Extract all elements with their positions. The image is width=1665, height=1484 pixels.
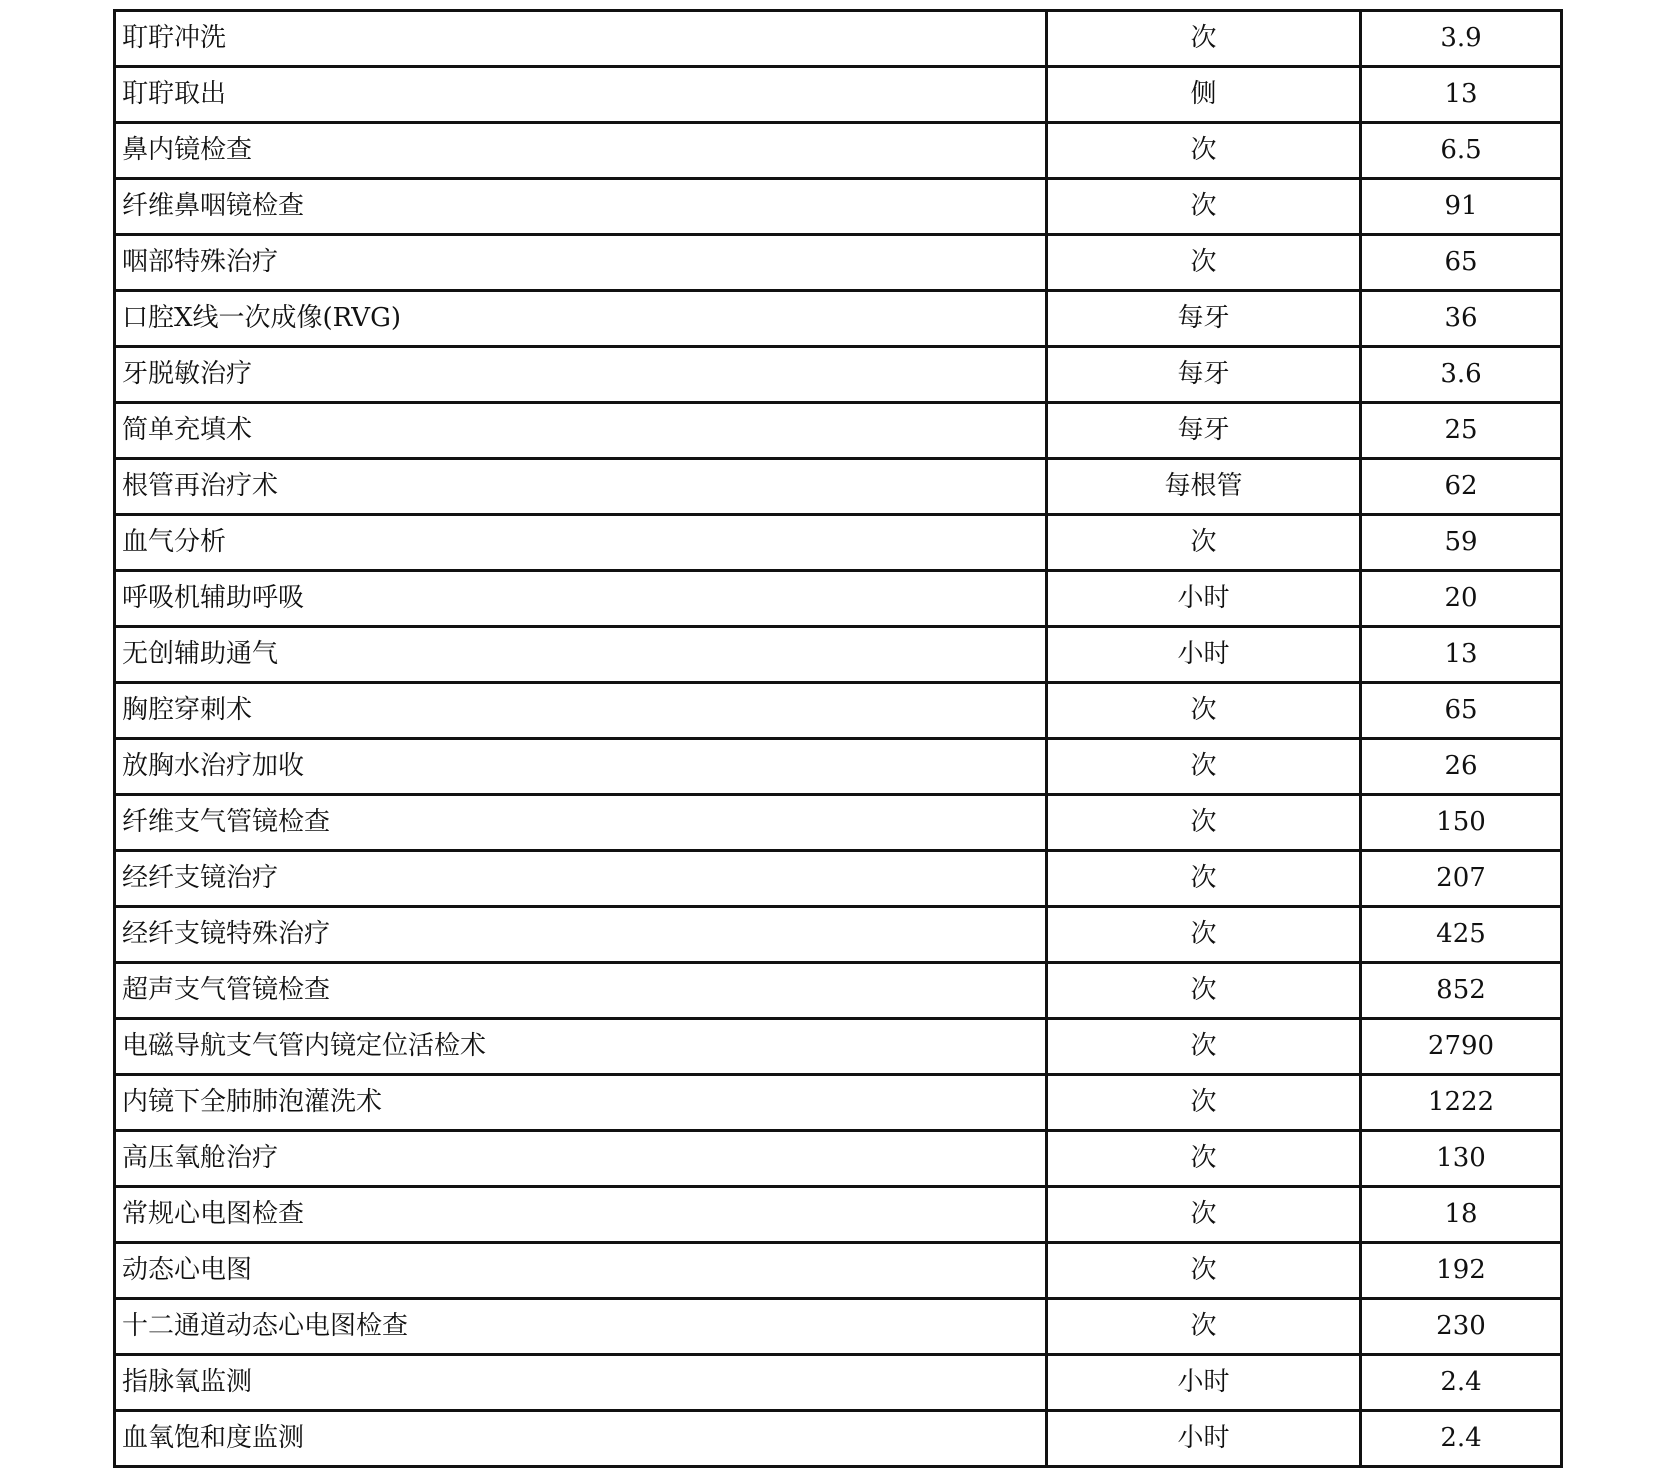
price-cell: 13 [1361, 67, 1562, 123]
item-name-cell: 简单充填术 [115, 403, 1047, 459]
unit-cell: 次 [1047, 851, 1361, 907]
unit-cell: 次 [1047, 1019, 1361, 1075]
price-cell: 150 [1361, 795, 1562, 851]
item-name-cell: 纤维支气管镜检查 [115, 795, 1047, 851]
price-table [113, 9, 1563, 1468]
price-cell: 852 [1361, 963, 1562, 1019]
item-name-cell: 纤维鼻咽镜检查 [115, 179, 1047, 235]
table-row [115, 1243, 1562, 1299]
unit-cell: 次 [1047, 1075, 1361, 1131]
unit-cell: 小时 [1047, 1411, 1361, 1467]
table-row [115, 1299, 1562, 1355]
table-row [115, 1019, 1562, 1075]
table-row [115, 11, 1562, 67]
unit-cell: 小时 [1047, 627, 1361, 683]
item-name-cell: 口腔X线一次成像(RVG) [115, 291, 1047, 347]
price-cell: 62 [1361, 459, 1562, 515]
price-cell: 59 [1361, 515, 1562, 571]
price-cell: 230 [1361, 1299, 1562, 1355]
unit-cell: 小时 [1047, 1355, 1361, 1411]
table-row [115, 403, 1562, 459]
item-name-cell: 电磁导航支气管内镜定位活检术 [115, 1019, 1047, 1075]
unit-cell: 次 [1047, 907, 1361, 963]
item-name-cell: 胸腔穿刺术 [115, 683, 1047, 739]
item-name-cell: 十二通道动态心电图检查 [115, 1299, 1047, 1355]
table-row [115, 1411, 1562, 1467]
unit-cell: 次 [1047, 235, 1361, 291]
item-name-cell: 鼻内镜检查 [115, 123, 1047, 179]
unit-cell: 每牙 [1047, 347, 1361, 403]
price-cell: 36 [1361, 291, 1562, 347]
unit-cell: 次 [1047, 1131, 1361, 1187]
table-row [115, 795, 1562, 851]
unit-cell: 小时 [1047, 571, 1361, 627]
item-name-cell: 血气分析 [115, 515, 1047, 571]
item-name-cell: 血氧饱和度监测 [115, 1411, 1047, 1467]
table-row [115, 907, 1562, 963]
price-cell: 18 [1361, 1187, 1562, 1243]
price-cell: 25 [1361, 403, 1562, 459]
price-cell: 425 [1361, 907, 1562, 963]
unit-cell: 次 [1047, 1299, 1361, 1355]
item-name-cell: 指脉氧监测 [115, 1355, 1047, 1411]
table-row [115, 123, 1562, 179]
unit-cell: 次 [1047, 11, 1361, 67]
item-name-cell: 动态心电图 [115, 1243, 1047, 1299]
item-name-cell: 内镜下全肺肺泡灌洗术 [115, 1075, 1047, 1131]
table-row [115, 515, 1562, 571]
item-name-cell: 牙脱敏治疗 [115, 347, 1047, 403]
table-row [115, 1075, 1562, 1131]
unit-cell: 次 [1047, 1187, 1361, 1243]
price-cell: 91 [1361, 179, 1562, 235]
table-row [115, 627, 1562, 683]
unit-cell: 次 [1047, 179, 1361, 235]
price-cell: 207 [1361, 851, 1562, 907]
table-row [115, 683, 1562, 739]
unit-cell: 每牙 [1047, 291, 1361, 347]
price-cell: 3.9 [1361, 11, 1562, 67]
item-name-cell: 放胸水治疗加收 [115, 739, 1047, 795]
table-row [115, 67, 1562, 123]
item-name-cell: 无创辅助通气 [115, 627, 1047, 683]
table-row [115, 851, 1562, 907]
price-cell: 13 [1361, 627, 1562, 683]
item-name-cell: 高压氧舱治疗 [115, 1131, 1047, 1187]
table-row [115, 347, 1562, 403]
unit-cell: 次 [1047, 683, 1361, 739]
table-row [115, 963, 1562, 1019]
unit-cell: 每根管 [1047, 459, 1361, 515]
price-cell: 130 [1361, 1131, 1562, 1187]
table-row [115, 459, 1562, 515]
price-cell: 192 [1361, 1243, 1562, 1299]
item-name-cell: 经纤支镜特殊治疗 [115, 907, 1047, 963]
table-row [115, 291, 1562, 347]
unit-cell: 次 [1047, 795, 1361, 851]
table-row [115, 739, 1562, 795]
item-name-cell: 耵聍取出 [115, 67, 1047, 123]
item-name-cell: 经纤支镜治疗 [115, 851, 1047, 907]
price-cell: 26 [1361, 739, 1562, 795]
price-table-body [115, 11, 1562, 1467]
price-cell: 65 [1361, 683, 1562, 739]
table-row [115, 1355, 1562, 1411]
unit-cell: 次 [1047, 739, 1361, 795]
item-name-cell: 超声支气管镜检查 [115, 963, 1047, 1019]
unit-cell: 次 [1047, 1243, 1361, 1299]
price-cell: 2.4 [1361, 1355, 1562, 1411]
unit-cell: 次 [1047, 963, 1361, 1019]
item-name-cell: 咽部特殊治疗 [115, 235, 1047, 291]
price-cell: 3.6 [1361, 347, 1562, 403]
item-name-cell: 耵聍冲洗 [115, 11, 1047, 67]
table-row [115, 1187, 1562, 1243]
item-name-cell: 常规心电图检查 [115, 1187, 1047, 1243]
unit-cell: 侧 [1047, 67, 1361, 123]
item-name-cell: 呼吸机辅助呼吸 [115, 571, 1047, 627]
price-cell: 20 [1361, 571, 1562, 627]
unit-cell: 每牙 [1047, 403, 1361, 459]
price-cell: 1222 [1361, 1075, 1562, 1131]
item-name-cell: 根管再治疗术 [115, 459, 1047, 515]
price-cell: 6.5 [1361, 123, 1562, 179]
price-cell: 2790 [1361, 1019, 1562, 1075]
price-cell: 65 [1361, 235, 1562, 291]
table-row [115, 1131, 1562, 1187]
price-cell: 2.4 [1361, 1411, 1562, 1467]
table-row [115, 571, 1562, 627]
table-row [115, 235, 1562, 291]
unit-cell: 次 [1047, 123, 1361, 179]
table-row [115, 179, 1562, 235]
unit-cell: 次 [1047, 515, 1361, 571]
